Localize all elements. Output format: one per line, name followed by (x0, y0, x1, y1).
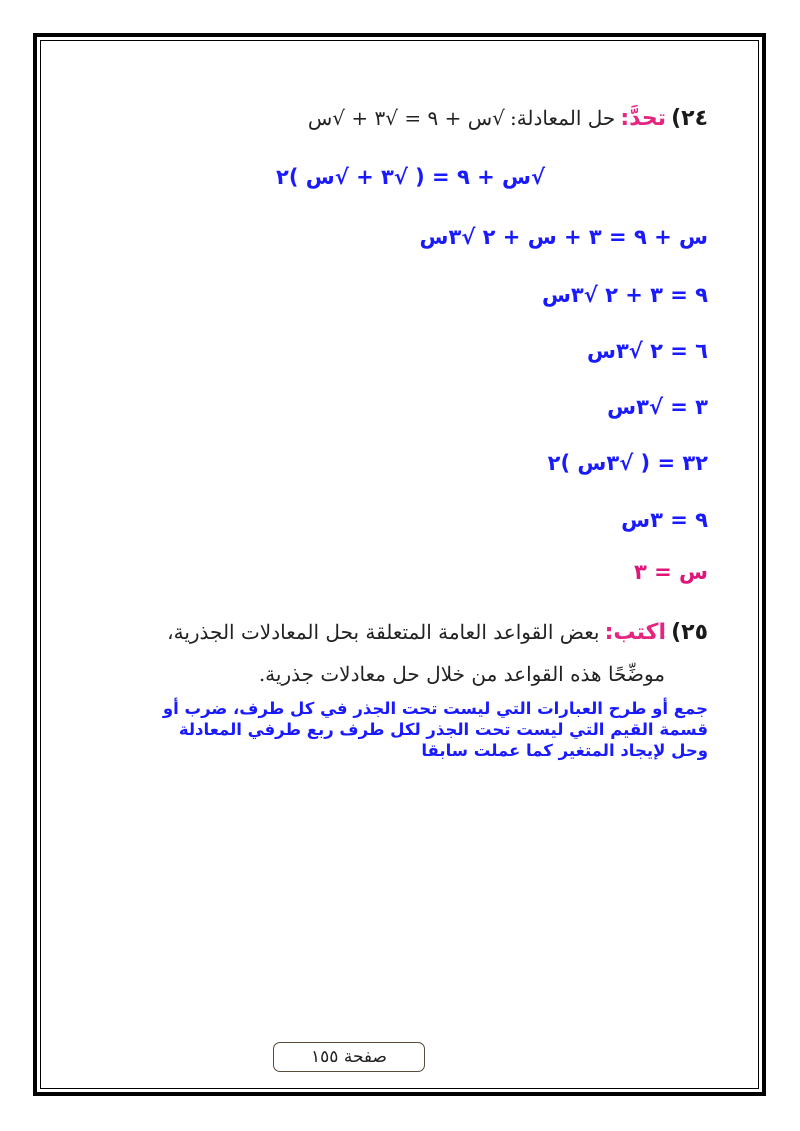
step-2: س + ٩ = ٣ + س + ٢ √٣س (419, 225, 708, 249)
page-number-label: صفحة ١٥٥ (273, 1042, 425, 1072)
question-equation: √س + ٩ = √٣ + √س (307, 106, 505, 130)
question-text-line-2: موضِّحًا هذه القواعد من خلال حل معادلات جذرية. (258, 662, 665, 686)
question-number: ٢٤) (671, 106, 708, 131)
final-answer: س = ٣ (633, 560, 708, 584)
question-25 (167, 620, 708, 645)
step-3: ٩ = ٣ + ٢ √٣س (541, 283, 708, 307)
step-4: ٦ = ٢ √٣س (586, 339, 708, 363)
question-text-line-1: بعض القواعد العامة المتعلقة بحل المعادلات الجذرية، (167, 620, 600, 644)
step-1: √س + ٩ = ( √٣ + √س )٢ (276, 165, 545, 189)
answer-paragraph: جمع أو طرح العبارات التي ليست تحت الجذر في كل طرف، ضرب أو قسمة القيم التي ليست تحت الجذر لكل طرف ربع طرفي المعادلة وحل لإيجاد المتغير كما عملت سابقا (162, 699, 708, 760)
question-number: ٢٥) (671, 620, 708, 645)
step-5: ٣ = √٣س (607, 395, 708, 419)
step-6: ٣٢ = ( √٣س )٢ (547, 451, 708, 475)
question-prompt: حل المعادلة: (509, 106, 616, 130)
question-keyword: اكتب: (604, 620, 666, 645)
question-24 (308, 106, 708, 131)
step-7: ٩ = ٣س (621, 508, 708, 532)
question-keyword: تحدَّ: (620, 106, 666, 131)
